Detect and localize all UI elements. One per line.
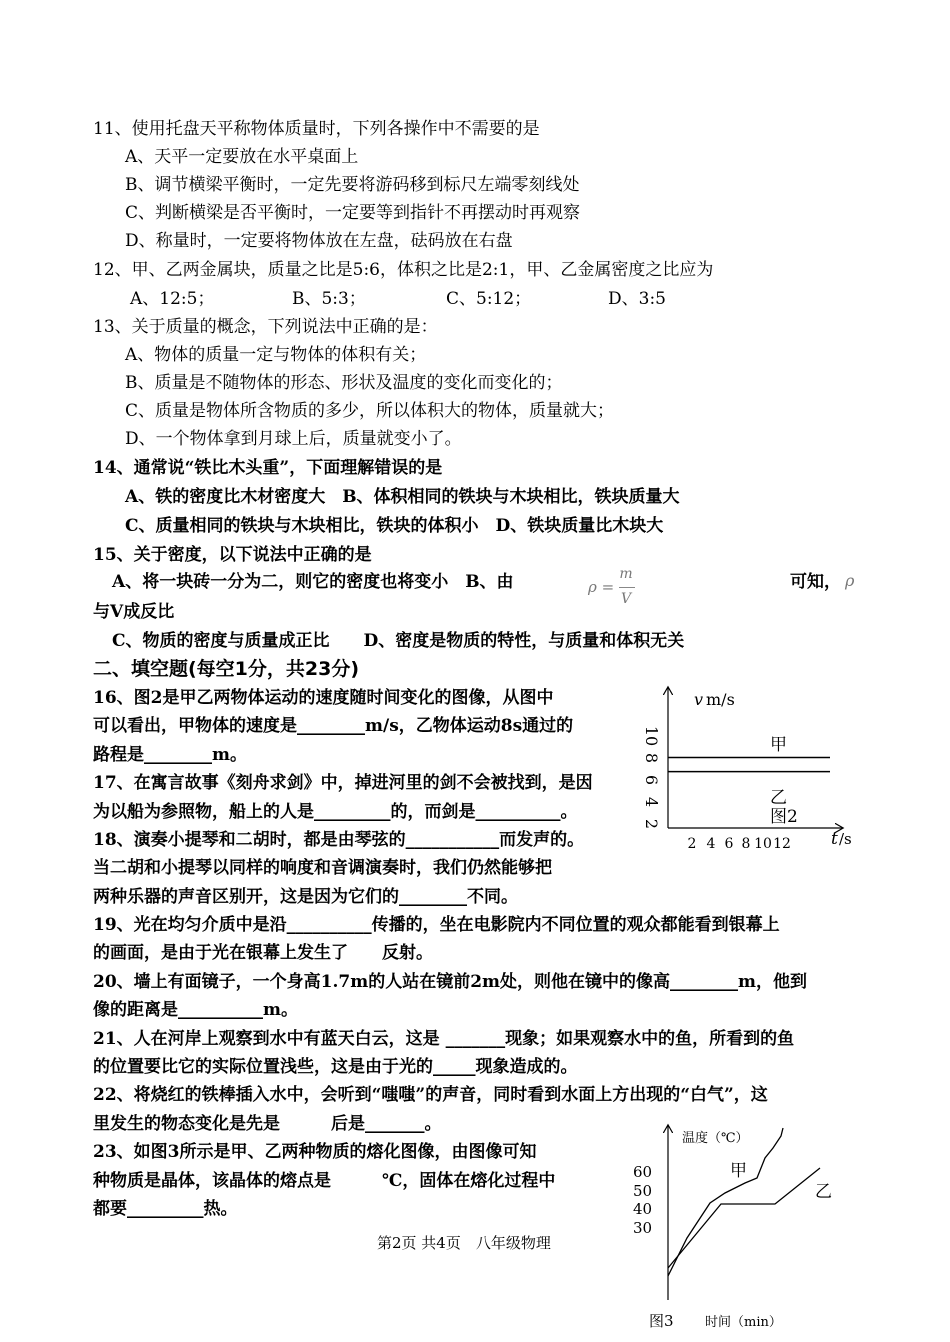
q18-line-1: 18、演奏小提琴和二胡时，都是由琴弦的___________而发声的。	[93, 830, 585, 850]
fig2-y-tick-label: 10	[642, 725, 661, 747]
fig3-y-tick-label: 60	[633, 1163, 653, 1181]
q14-options-cd: C、质量相同的铁块与木块相比，铁块的体积小 D、铁块质量比木块大	[125, 516, 664, 536]
formula-denominator: V	[620, 591, 632, 607]
q23-line-3: 都要_________热。	[93, 1199, 238, 1219]
q16-line-3: 路程是________m。	[93, 745, 247, 765]
fig3-series-yi-label: 乙	[815, 1182, 832, 1202]
q19-line-1: 19、光在均匀介质中是沿__________传播的，坐在电影院内不同位置的观众都能看到银幕上	[93, 915, 780, 935]
fig3-y-tick-label: 50	[633, 1182, 653, 1200]
page-footer: 第2页 共4页 八年级物理	[377, 1234, 551, 1252]
formula-numerator: m	[619, 566, 633, 582]
fig2-series-yi-label: 乙	[770, 788, 787, 808]
q15-known: 可知，	[790, 572, 841, 592]
fig2-y-tick-label: 4	[642, 796, 661, 808]
q11-option-c: C、判断横梁是否平衡时，一定要等到指针不再摆动时再观察	[125, 203, 581, 223]
q14-stem: 14、通常说“铁比木头重”，下面理解错误的是	[93, 458, 443, 478]
fraction-bar	[619, 587, 635, 588]
q12-option-d: D、3:5	[608, 289, 666, 309]
q17-line-2: 为以船为参照物，船上的人是_________的，而剑是__________。	[93, 802, 578, 822]
q16-line-2: 可以看出，甲物体的速度是________m/s，乙物体运动8s通过的	[93, 716, 574, 736]
q13-option-c: C、质量是物体所含物质的多少，所以体积大的物体，质量就大；	[125, 401, 615, 421]
rho-symbol-formula: ρ =	[588, 578, 615, 596]
fig3-ylabel: 温度（℃）	[682, 1131, 749, 1146]
q17-line-1: 17、在寓言故事《刻舟求剑》中，掉进河里的剑不会被找到，是因	[93, 773, 593, 793]
q11-option-a: A、天平一定要放在水平桌面上	[125, 147, 359, 167]
q12-stem: 12、甲、乙两金属块，质量之比是5:6，体积之比是2:1，甲、乙金属密度之比应为	[93, 260, 714, 280]
fig2-series-jia-label: 甲	[770, 735, 787, 755]
fig2-x-tick-label: 2	[687, 836, 697, 852]
fig2-ylabel-unit: m/s	[706, 690, 735, 709]
fig2-caption: 图2	[770, 807, 798, 827]
q23-line-1: 23、如图3所示是甲、乙两种物质的熔化图像，由图像可知	[93, 1142, 537, 1162]
q12-option-c: C、5:12；	[446, 289, 532, 309]
q13-stem: 13、关于质量的概念，下列说法中正确的是：	[93, 317, 438, 337]
q13-option-a: A、物体的质量一定与物体的体积有关；	[125, 345, 427, 365]
q12-option-b: B、5:3；	[292, 289, 366, 309]
fig2-x-tick-label: 12	[773, 836, 791, 852]
q12-option-a: A、12:5；	[130, 289, 215, 309]
fig3-series-jia-label: 甲	[730, 1161, 747, 1181]
fig2-y-tick-label: 2	[642, 818, 661, 830]
q14-options-ab: A、铁的密度比木材密度大 B、体积相同的铁块与木块相比，铁块质量大	[125, 487, 680, 507]
q19-line-2: 的画面，是由于光在银幕上发生了 反射。	[93, 943, 433, 963]
fig2-x-tick-label: 10	[754, 836, 772, 852]
fig3-y-tick-labels	[633, 1163, 652, 1237]
fig2-xlabel-unit: /s	[839, 830, 852, 848]
q11-option-b: B、调节横梁平衡时，一定先要将游码移到标尺左端零刻线处	[125, 175, 580, 195]
fig2-y-tick-label: 6	[642, 774, 661, 786]
q11-stem: 11、使用托盘天平称物体质量时，下列各操作中不需要的是	[93, 119, 540, 139]
figure-3-melting-graph	[625, 1118, 855, 1340]
q22-line-2: 里发生的物态变化是先是 后是_______。	[93, 1114, 442, 1134]
q15-options-ab: A、将一块砖一分为二，则它的密度也将变小 B、由	[112, 572, 514, 592]
fig3-series-jia-curve	[668, 1128, 783, 1276]
q22-line-1: 22、将烧红的铁棒插入水中，会听到“嗤嗤”的声音，同时看到水面上方出现的“白气”，这	[93, 1085, 768, 1105]
q18-line-3: 两种乐器的声音区别开，这是因为它们的________不同。	[93, 887, 518, 907]
fig2-y-tick-label: 8	[642, 752, 661, 764]
fig3-xlabel: 时间（min）	[705, 1315, 782, 1330]
q15-options-cd: C、物质的密度与质量成正比 D、密度是物质的特性，与质量和体积无关	[112, 631, 685, 651]
fig2-x-tick-label: 6	[724, 836, 734, 852]
fig2-x-tick-labels	[688, 836, 791, 852]
fig3-caption: 图3	[649, 1312, 674, 1330]
q11-option-d: D、称量时，一定要将物体放在左盘，砝码放在右盘	[125, 231, 513, 251]
figure-2-velocity-graph	[630, 680, 870, 855]
q23-line-2: 种物质是晶体，该晶体的熔点是 ℃，固体在熔化过程中	[93, 1171, 556, 1191]
fig3-y-tick-label: 40	[633, 1200, 653, 1218]
fig2-x-tick-label: 8	[741, 836, 751, 852]
fig2-ylabel-v: v	[694, 690, 704, 709]
fig3-y-tick-label: 30	[633, 1219, 653, 1237]
q15-continuation: 与V成反比	[93, 602, 175, 622]
rho-symbol: ρ	[845, 571, 855, 590]
q21-line-2: 的位置要比它的实际位置浅些，这是由于光的_____现象造成的。	[93, 1057, 578, 1077]
q21-line-1: 21、人在河岸上观察到水中有蓝天白云，这是 _______现象；如果观察水中的鱼，所看到的鱼	[93, 1029, 795, 1049]
q16-line-1: 16、图2是甲乙两物体运动的速度随时间变化的图像，从图中	[93, 688, 554, 708]
q18-line-2: 当二胡和小提琴以同样的响度和音调演奏时，我们仍然能够把	[93, 858, 552, 878]
q15-stem: 15、关于密度，以下说法中正确的是	[93, 545, 372, 565]
q20-line-2: 像的距离是__________m。	[93, 1000, 298, 1020]
fig2-y-tick-labels	[642, 726, 661, 829]
fig2-x-tick-label: 4	[706, 836, 716, 852]
section-heading: 二、填空题(每空1分，共23分)	[93, 658, 360, 680]
q13-option-d: D、一个物体拿到月球上后，质量就变小了。	[125, 429, 462, 449]
q20-line-1: 20、墙上有面镜子，一个身高1.7m的人站在镜前2m处，则他在镜中的像高________m，他到	[93, 972, 808, 992]
q13-option-b: B、质量是不随物体的形态、形状及温度的变化而变化的；	[125, 373, 563, 393]
fig2-xlabel-t: t	[831, 829, 838, 849]
